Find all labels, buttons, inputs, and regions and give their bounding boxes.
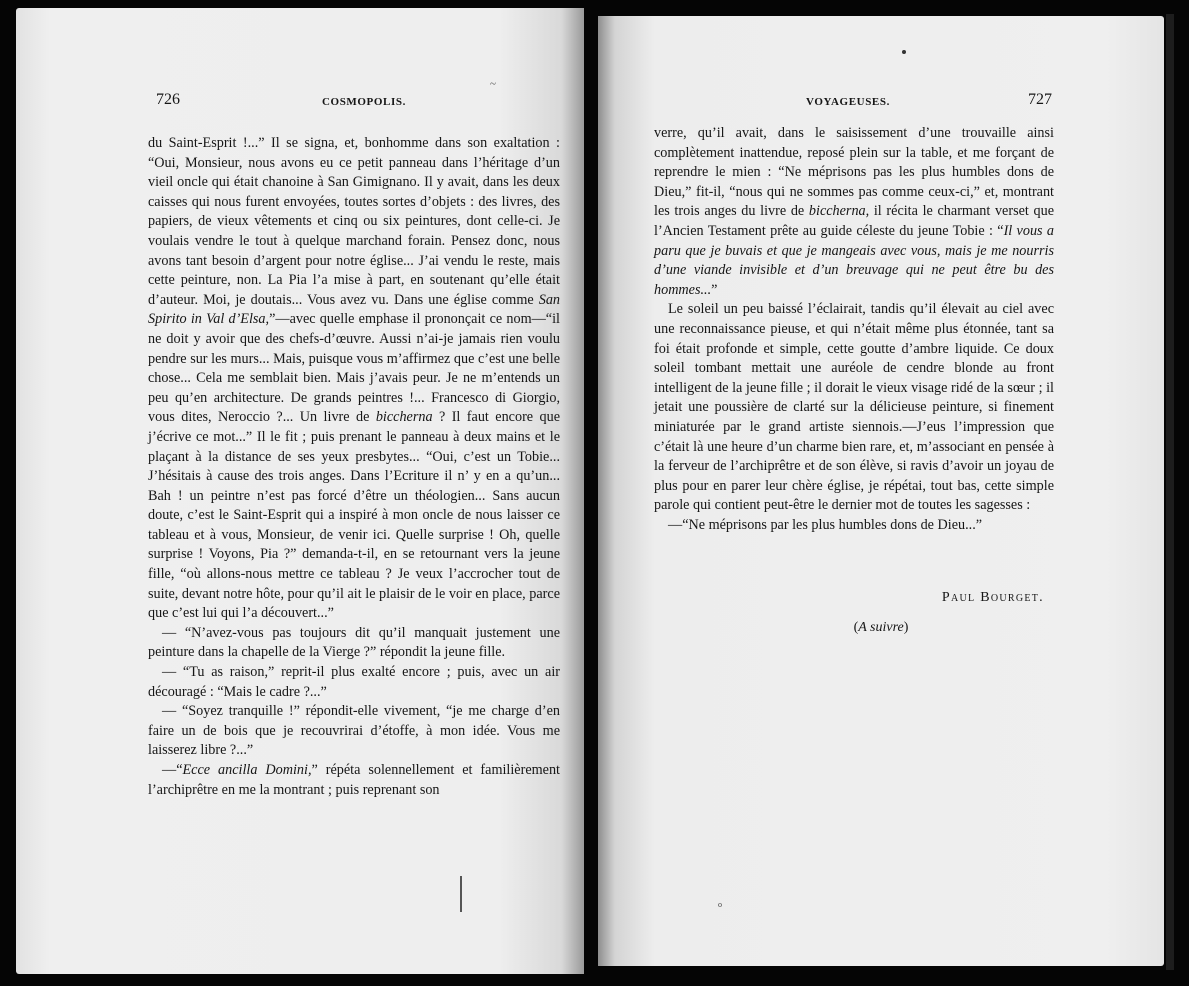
paragraph bbox=[148, 663, 560, 702]
text-span: il récita le charmant verset que l’Ancien Testament prête au guide céleste du jeune Tobie : “ bbox=[654, 203, 1054, 239]
text-span: verre, qu’il avait, dans le saisissement d’une trouvaille ainsi complètement inattendue, reposé plein sur la table, et me forçant de reprendre le mien : “Ne méprisons pas les plus humbles dons de Dieu,” fit-il, “nous qui ne sommes pas comme ceux-ci,” et, montrant les trois anges du livre de bbox=[654, 125, 1054, 220]
signature: Paul Bourget. bbox=[941, 590, 1044, 605]
text-span: ”—avec quelle emphase il prononçait ce nom—“il ne doit y avoir que des chefs-d’œuvre. Aussi n’ai-je jamais rien voulu pendre sur les murs... Mais, puisque vous m’affirmez que c’est une belle chose... Cela me semblait bien. Mais j’avais peur. Je ne m’entends un peu qu’en architecture. De grands peintres !... Francesco di Giorgio, vous dites, Neroccio ?... Un livre de bbox=[148, 311, 560, 426]
paragraph bbox=[148, 624, 560, 663]
italic-text: San Spirito in Val d’Elsa, bbox=[148, 291, 560, 328]
italic-text: biccherna, bbox=[808, 203, 870, 220]
book-edge bbox=[1166, 14, 1174, 970]
right-page bbox=[598, 16, 1164, 966]
text-span: du Saint-Esprit !...” Il se signa, et, bonhomme dans son exaltation : “Oui, Monsieur, nous avons eu ce petit panneau dans l’héritage d’un vieil oncle qui était chanoine à San Gimignano. Il y avait, dans les deux caisses qui nous furent envoyées, toutes sortes d’objets : des livres, des papiers, de vieux vêtements et cinq ou six peintures, dont celle-ci. Je voulais vendre le tout à quelque marchand forain. Pensez donc, nous avons tant besoin d’argent pour notre église... J’ai vendu le reste, mais cette peinture, non. La Pia l’a mise à part, en soutenant qu’elle était d’auteur. Moi, je doutais... Vous avez vu. Dans une église comme bbox=[148, 135, 560, 308]
italic-text: biccherna bbox=[375, 409, 433, 426]
text-span: — “N’avez-vous pas toujours dit qu’il manquait justement une peinture dans la chapelle de la Vierge ?” répondit la jeune fille. bbox=[148, 624, 560, 661]
text-span: ” répéta solennellement et familièrement l’archiprêtre en me la montrant ; puis reprenant son bbox=[148, 762, 560, 798]
right-page-text bbox=[654, 124, 1054, 535]
text-span: ? Il faut encore que j’écrive ce mot...” Il le fit ; puis prenant le panneau à deux mains et le plaçant à la distance de ses yeux presbytes... “Oui, c’est un Tobie... J’hésitais à cause des trois anges. Dans l’Ecriture il n’ y en a qu’un... Bah ! un peintre n’est pas forcé d’être un théologien... Sans aucun doute, c’est le Saint-Esprit qui a inspiré à mon oncle de nous laisser ce tableau et à vous, Monsieur, de venir ici. Quelle surprise ! Oh, quelle surprise ! Voyons, Pia ?” demanda-t-il, en se retournant vers la jeune fille, “où allons-nous mettre ce tableau ? Je veux l’accrocher tout de suite, devant notre hôte, pour qu’il ait le plaisir de le voir en place, parce que c’est lui qui l’a découvert...” bbox=[148, 409, 560, 622]
text-span: — “Tu as raison,” reprit-il plus exalté encore ; puis, avec un air découragé : “Mais le cadre ?...” bbox=[148, 664, 560, 700]
left-page bbox=[16, 8, 584, 974]
to-be-continued-text: A suivre bbox=[858, 620, 904, 635]
paragraph bbox=[654, 516, 1054, 536]
paragraph bbox=[148, 702, 560, 761]
to-be-continued: (A suivre) bbox=[853, 620, 909, 635]
running-head: VOYAGEUSES. bbox=[806, 96, 890, 108]
text-span: Le soleil un peu baissé l’éclairait, tandis qu’il élevait au ciel avec une reconnaissance pieuse, et qui n’était même plus étonnée, tant sa foi était profonde et simple, cette goutte d’ambre liquide. Ce doux soleil tombant mettait une auréole de cendre blonde au front intelligent de la jeune fille ; il dorait le vieux visage ridé de la sœur ; il jetait une poussière de clarté sur la délicieuse peinture, si finement miniaturée par le grand artiste siennois.—J’eus l’impression que c’était là une heure d’un charme bien rare, et, m’associant en pensée à la ferveur de l’archiprêtre et de son élève, si ravis d’avoir un joyau de plus pour en parer leur chère église, je répétai, tout bas, cette simple parole qui contient peut-être le dernier mot de toutes les sagesses : bbox=[654, 301, 1054, 514]
text-span: —“ bbox=[162, 762, 183, 778]
page-number: 726 bbox=[156, 91, 180, 108]
dot-mark bbox=[902, 50, 906, 54]
left-page-text bbox=[148, 134, 560, 800]
italic-text: Ecce ancilla Domini, bbox=[182, 762, 312, 778]
paragraph bbox=[654, 124, 1054, 300]
page-number: 727 bbox=[1028, 91, 1052, 108]
pencil-mark-icon: ~ bbox=[490, 78, 496, 90]
dot-mark: o bbox=[718, 900, 722, 909]
running-head: COSMOPOLIS. bbox=[322, 96, 406, 108]
text-span: — “Soyez tranquille !” répondit-elle vivement, “je me charge d’en faire un de bois que je recouvrirai d’étoffe, à mon idée. Vous me laisserez libre ?...” bbox=[148, 703, 560, 759]
italic-text: Il vous a paru que je buvais et que je mangeais avec vous, mais je me nourris d’une viande invisible et d’un breuvage qui ne peut être bu des hommes... bbox=[654, 222, 1054, 298]
margin-mark bbox=[460, 876, 462, 912]
text-span: —“Ne méprisons par les plus humbles dons de Dieu...” bbox=[668, 516, 983, 533]
paragraph bbox=[148, 761, 560, 800]
text-span: ” bbox=[711, 281, 718, 298]
paragraph bbox=[148, 134, 560, 624]
paragraph bbox=[654, 300, 1054, 516]
